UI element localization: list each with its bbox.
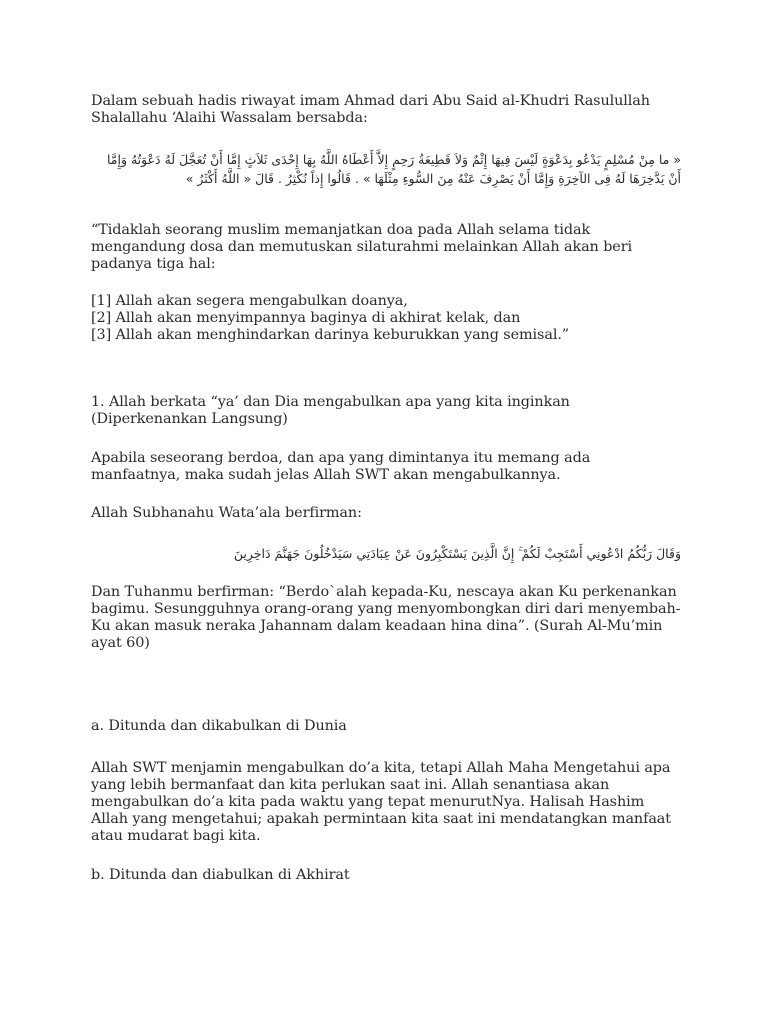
heading-a: a. Ditunda dan dikabulkan di Dunia xyxy=(91,718,347,734)
section-1-heading: 1. Allah berkata “ya’ dan Dia mengabulkan apa yang kita inginkan (Diperkenankan Langsung) xyxy=(91,394,570,427)
list-item: [3] Allah akan menghindarkan darinya keburukkan yang semisal.” xyxy=(91,327,570,343)
heading-b: b. Ditunda dan diabulkan di Akhirat xyxy=(91,867,350,883)
list-item: [2] Allah akan menyimpannya baginya di akhirat kelak, dan xyxy=(91,310,521,326)
ayat-translation: Dan Tuhanmu berfirman: “Berdo`alah kepada-Ku, nescaya akan Ku perkenankan bagimu. Sesungguhnya orang-orang yang menyombongkan diri dari menyembah-Ku akan masuk neraka Jahannam dalam keadaan hina dina”. (Surah Al-Mu’min ayat 60) xyxy=(91,584,681,651)
intro-text: Dalam sebuah hadis riwayat imam Ahmad dari Abu Said al-Khudri Rasulullah Shalallahu ‘Alaihi Wassalam bersabda: xyxy=(91,93,650,126)
firman-intro: Allah Subhanahu Wata’ala berfirman: xyxy=(91,505,362,521)
list-item: [1] Allah akan segera mengabulkan doanya, xyxy=(91,293,408,309)
arabic-hadith: « ما مِنْ مُسْلِمٍ يَدْعُو بِدَعْوَةٍ لَيْسَ فِيهَا إِثْمٌ وَلاَ قَطِيعَةُ رَحِمٍ إِلاَّ أَعْطَاهُ اللَّهُ بِهَا إِحْدَى ثَلاَثٍ إِمَّا أَنْ تُعَجَّلَ لَهُ دَعْوَتُهُ وَإِمَّا أَنْ يَدَّخِرَهَا لَهُ فِى الآخِرَةِ وَإِمَّا أَنْ يَصْرِفَ عَنْهُ مِنَ السُّوءِ مِثْلَهَا » . قَالُوا إِذاً نُكْثِرُ . قَالَ « اللَّهُ أَكْثَرُ » xyxy=(106,152,681,186)
document-page xyxy=(91,93,681,884)
paragraph-a: Allah SWT menjamin mengabulkan do’a kita, tetapi Allah Maha Mengetahui apa yang lebih bermanfaat dan kita perlukan saat ini. Allah senantiasa akan mengabulkan do’a kita pada waktu yang tepat menurutNya. Halisah Hashim Allah yang mengetahui; apakah permintaan kita saat ini mendatangkan manfaat atau mudarat bagi kita. xyxy=(91,760,671,844)
three-things-list xyxy=(91,293,681,344)
hadith-translation: “Tidaklah seorang muslim memanjatkan doa pada Allah selama tidak mengandung dosa dan memutuskan silaturahmi melainkan Allah akan beri padanya tiga hal: xyxy=(91,222,633,272)
arabic-ayat: وَقَالَ رَبُّكُمُ ادْعُونِي أَسْتَجِبْ لَكُمْ ۚ إِنَّ الَّذِينَ يَسْتَكْبِرُونَ عَنْ عِبَادَتِي سَيَدْخُلُونَ جَهَنَّمَ دَاخِرِينَ xyxy=(233,546,681,561)
section-1-paragraph: Apabila seseorang berdoa, dan apa yang dimintanya itu memang ada manfaatnya, maka sudah jelas Allah SWT akan mengabulkannya. xyxy=(91,450,591,483)
